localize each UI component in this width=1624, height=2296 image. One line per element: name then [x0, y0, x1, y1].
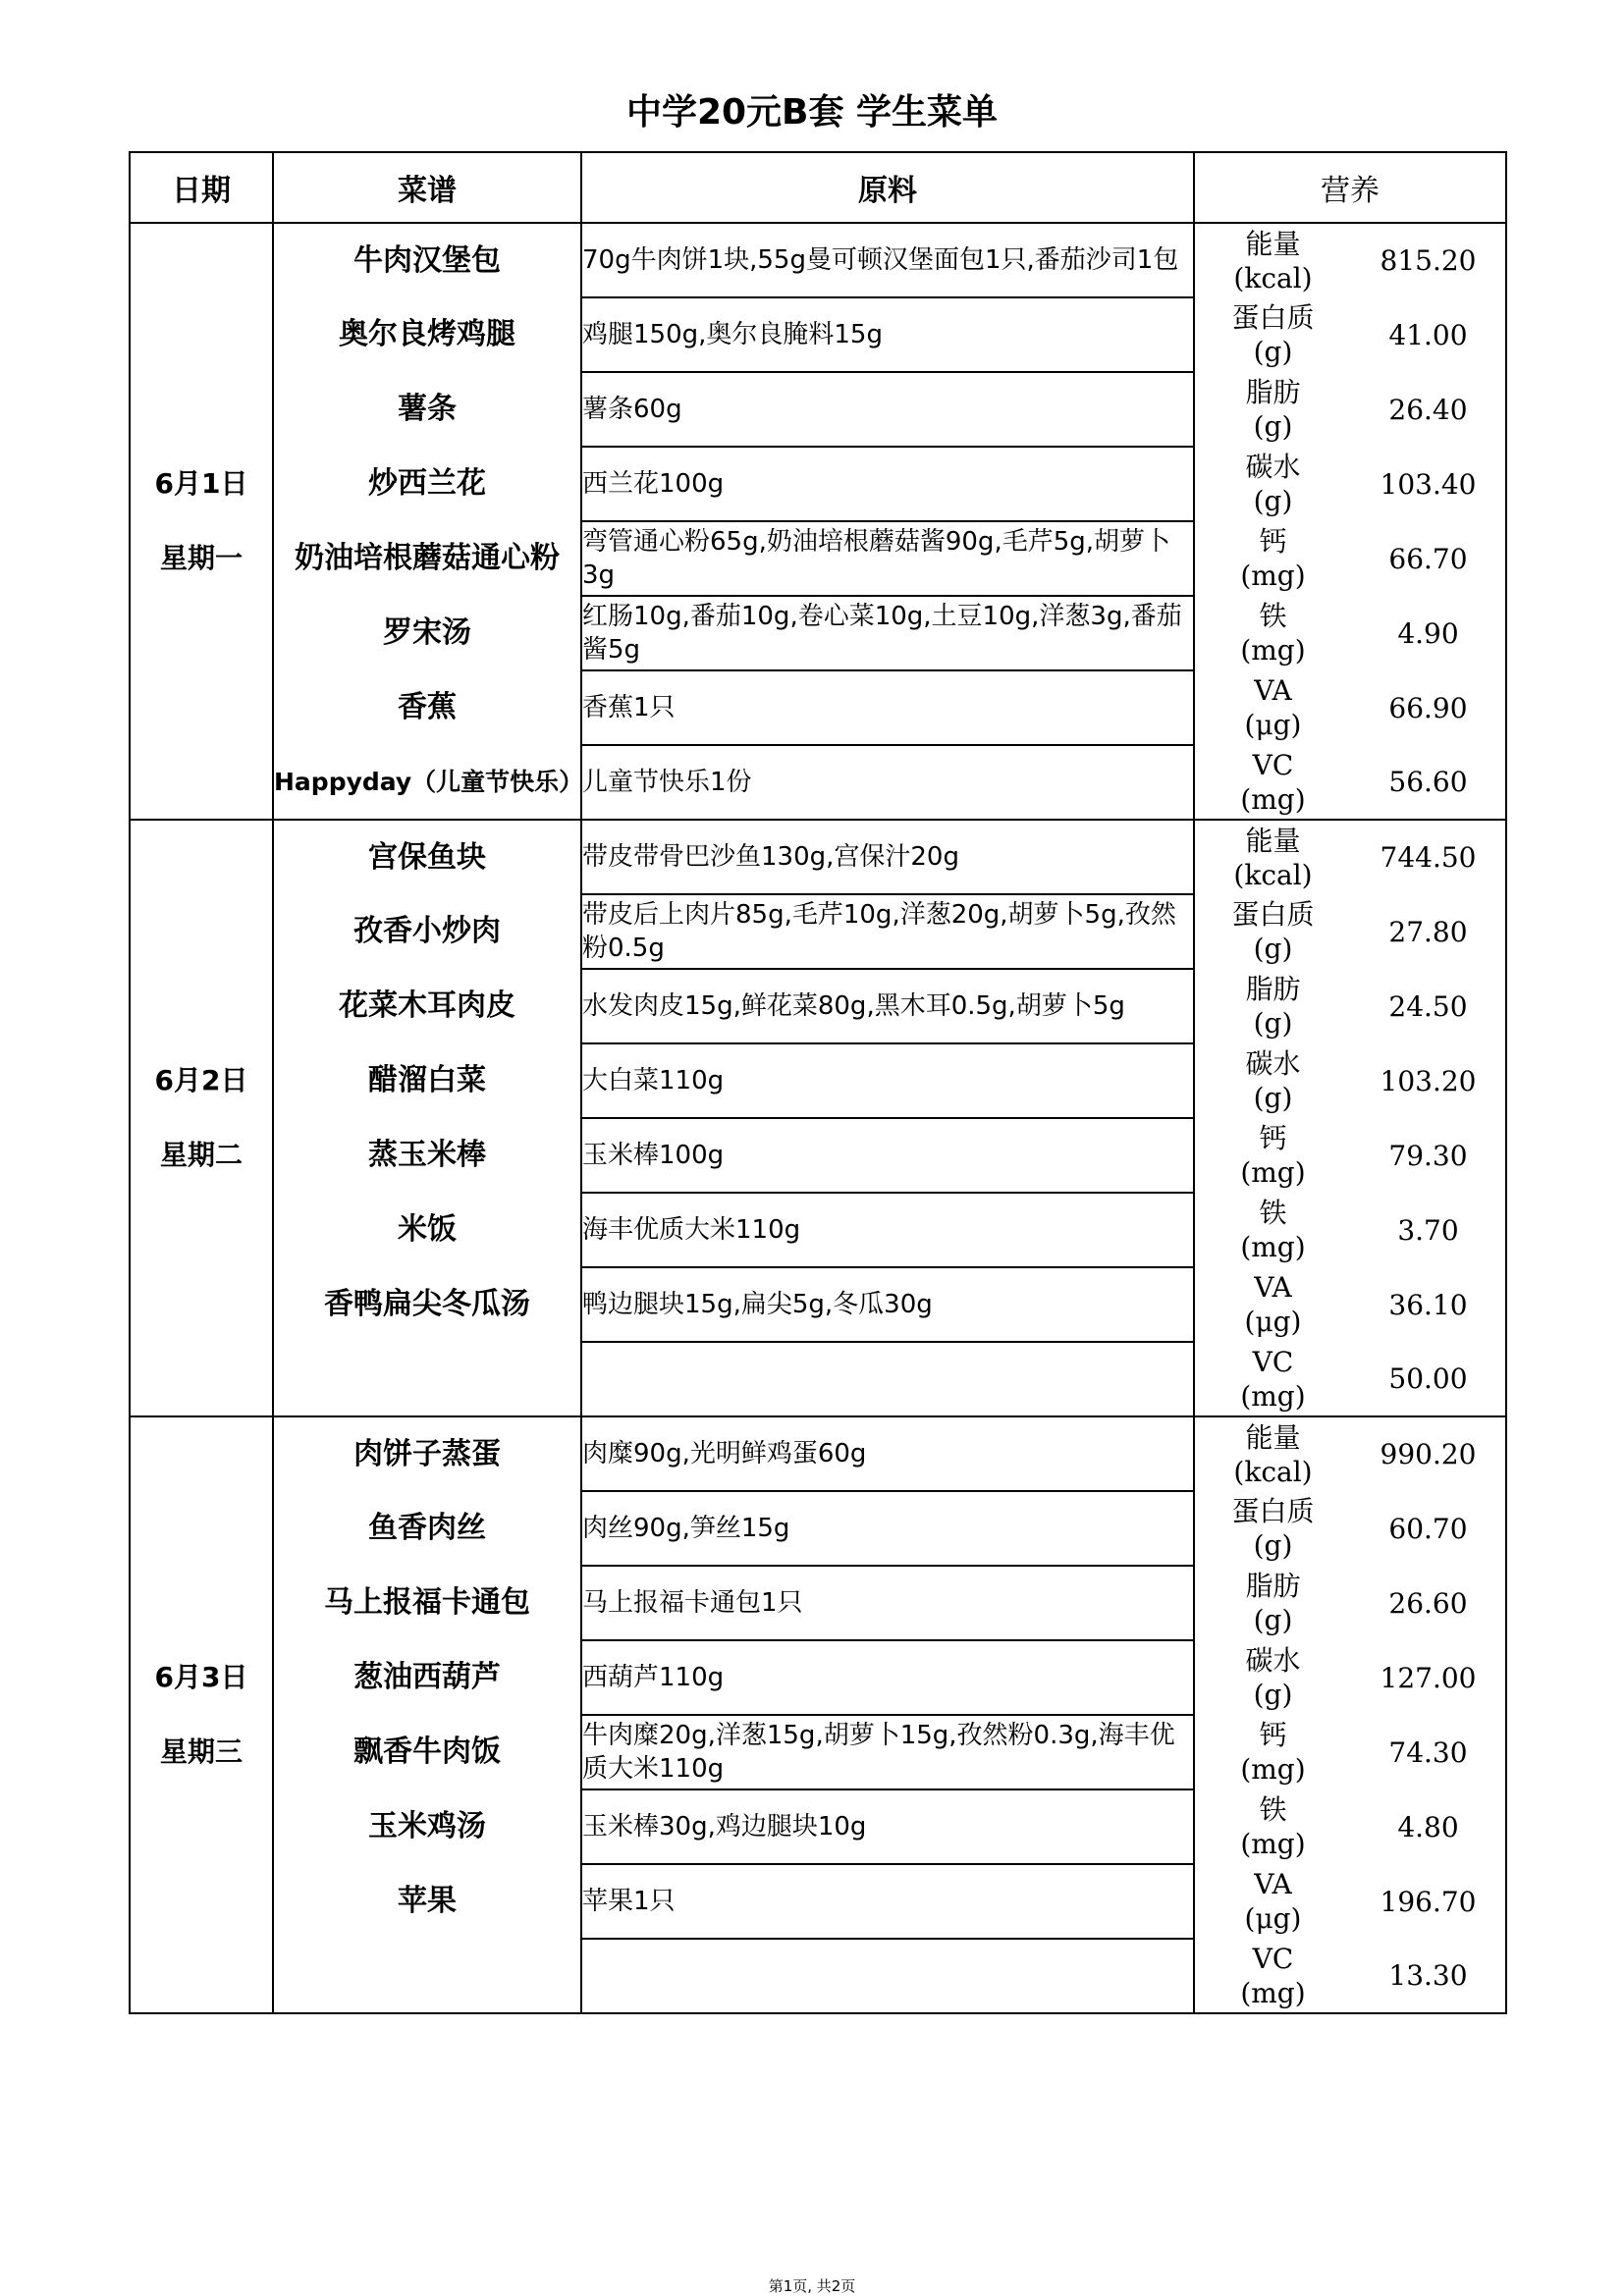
ingredients-cell: 带皮后上肉片85g,毛芹10g,洋葱20g,胡萝卜5g,孜然粉0.5g [581, 894, 1194, 969]
nutrient-label [1194, 1491, 1351, 1566]
weekday-label: 星期三 [159, 1735, 243, 1768]
weekday-label: 星期二 [159, 1139, 243, 1171]
date-cell [130, 223, 273, 820]
table-row [130, 1193, 1506, 1267]
nutrient-unit: (g) [1253, 1082, 1293, 1114]
ingredients-cell: 红肠10g,番茄10g,卷心菜10g,土豆10g,洋葱3g,番茄酱5g [581, 596, 1194, 670]
dish-name: 葱油西葫芦 [273, 1640, 581, 1715]
nutrient-name: VA [1254, 1868, 1292, 1900]
nutrient-value: 103.20 [1351, 1043, 1506, 1118]
nutrient-value: 79.30 [1351, 1118, 1506, 1193]
nutrient-unit: (g) [1253, 410, 1293, 443]
date-label: 6月2日 [154, 1064, 248, 1096]
nutrient-name: 脂肪 [1245, 1570, 1301, 1602]
dish-name: 鱼香肉丝 [273, 1491, 581, 1566]
nutrient-name: 能量 [1245, 1420, 1301, 1454]
ingredients-cell: 弯管通心粉65g,奶油培根蘑菇酱90g,毛芹5g,胡萝卜3g [581, 521, 1194, 596]
dish-name: 醋溜白菜 [273, 1043, 581, 1118]
nutrient-unit: (mg) [1240, 560, 1306, 592]
nutrient-label [1194, 969, 1351, 1043]
header-row [130, 152, 1506, 223]
nutrient-name: 蛋白质 [1231, 1495, 1315, 1527]
table-row [130, 297, 1506, 372]
ingredients-cell: 鸡腿150g,奥尔良腌料15g [581, 297, 1194, 372]
ingredients-cell: 香蕉1只 [581, 670, 1194, 745]
nutrient-value: 66.70 [1351, 521, 1506, 596]
table-row [130, 521, 1506, 596]
menu-table [129, 151, 1507, 2014]
nutrient-unit: (mg) [1240, 1828, 1306, 1860]
nutrient-label [1194, 1416, 1351, 1491]
table-row [130, 820, 1506, 894]
dish-name: 米饭 [273, 1193, 581, 1267]
nutrient-value: 815.20 [1351, 223, 1506, 297]
nutrient-unit: (g) [1253, 1007, 1293, 1040]
dish-name: 蒸玉米棒 [273, 1118, 581, 1193]
nutrient-value: 24.50 [1351, 969, 1506, 1043]
table-row [130, 1789, 1506, 1864]
nutrient-label [1194, 670, 1351, 745]
ingredients-cell: 玉米棒100g [581, 1118, 1194, 1193]
dish-name: 奶油培根蘑菇通心粉 [273, 521, 581, 596]
nutrient-name: 碳水 [1245, 1047, 1301, 1080]
nutrient-label [1194, 521, 1351, 596]
table-row [130, 1939, 1506, 2013]
dish-name: 苹果 [273, 1864, 581, 1939]
nutrient-name: 脂肪 [1245, 376, 1301, 408]
nutrient-name: 钙 [1259, 1122, 1287, 1154]
nutrient-label [1194, 894, 1351, 969]
nutrient-unit: (mg) [1240, 1156, 1306, 1189]
page-footer: 第1页, 共2页 [768, 2277, 856, 2295]
dish-name: 飘香牛肉饭 [273, 1715, 581, 1789]
weekday-label: 星期一 [159, 542, 243, 574]
ingredients-cell: 70g牛肉饼1块,55g曼可顿汉堡面包1只,番茄沙司1包 [581, 223, 1194, 297]
table-row [130, 1715, 1506, 1789]
nutrient-label [1194, 1789, 1351, 1864]
nutrient-name: 钙 [1259, 525, 1287, 558]
nutrient-value: 744.50 [1351, 820, 1506, 894]
nutrient-label [1194, 745, 1351, 820]
nutrient-value: 196.70 [1351, 1864, 1506, 1939]
ingredients-cell: 水发肉皮15g,鲜花菜80g,黑木耳0.5g,胡萝卜5g [581, 969, 1194, 1043]
table-row [130, 1491, 1506, 1566]
nutrient-unit: (μg) [1244, 1306, 1302, 1338]
dish-name [273, 1342, 581, 1416]
table-row [130, 670, 1506, 745]
table-row [130, 447, 1506, 521]
nutrient-name: 碳水 [1245, 451, 1301, 483]
dish-name: 花菜木耳肉皮 [273, 969, 581, 1043]
nutrient-label [1194, 1267, 1351, 1342]
table-row [130, 1267, 1506, 1342]
nutrient-label [1194, 1043, 1351, 1118]
dish-name [273, 1939, 581, 2013]
date-label: 6月3日 [154, 1661, 248, 1693]
nutrient-value: 990.20 [1351, 1416, 1506, 1491]
table-row [130, 969, 1506, 1043]
nutrient-label [1194, 596, 1351, 670]
nutrient-unit: (mg) [1240, 1379, 1306, 1413]
table-row [130, 1118, 1506, 1193]
dish-name: 孜香小炒肉 [273, 894, 581, 969]
nutrient-unit: (kcal) [1233, 261, 1313, 294]
nutrient-unit: (g) [1253, 1679, 1293, 1711]
ingredients-cell: 牛肉糜20g,洋葱15g,胡萝卜15g,孜然粉0.3g,海丰优质大米110g [581, 1715, 1194, 1789]
nutrient-label [1194, 223, 1351, 297]
nutrient-label [1194, 297, 1351, 372]
dish-name: 玉米鸡汤 [273, 1789, 581, 1864]
dish-name: 香蕉 [273, 670, 581, 745]
nutrient-value: 127.00 [1351, 1640, 1506, 1715]
ingredients-cell: 大白菜110g [581, 1043, 1194, 1118]
nutrient-value: 4.80 [1351, 1789, 1506, 1864]
nutrient-unit: (mg) [1240, 782, 1306, 816]
dish-name: 薯条 [273, 372, 581, 447]
ingredients-cell: 肉丝90g,笋丝15g [581, 1491, 1194, 1566]
header-dish: 菜谱 [273, 152, 581, 223]
nutrient-value: 66.90 [1351, 670, 1506, 745]
nutrient-name: VC [1252, 1942, 1294, 1975]
ingredients-cell: 西兰花100g [581, 447, 1194, 521]
dish-name: Happyday（儿童节快乐） [273, 745, 581, 820]
ingredients-cell [581, 1939, 1194, 2013]
nutrient-label [1194, 1939, 1351, 2013]
nutrient-label [1194, 1342, 1351, 1416]
dish-name: 马上报福卡通包 [273, 1566, 581, 1640]
table-row [130, 1864, 1506, 1939]
nutrient-name: 蛋白质 [1231, 898, 1315, 931]
table-row [130, 372, 1506, 447]
ingredients-cell: 薯条60g [581, 372, 1194, 447]
dish-name: 炒西兰花 [273, 447, 581, 521]
nutrient-unit: (mg) [1240, 634, 1306, 667]
date-cell [130, 1416, 273, 2013]
table-row [130, 745, 1506, 820]
table-row [130, 1566, 1506, 1640]
nutrient-name: 钙 [1259, 1719, 1287, 1751]
table-row [130, 223, 1506, 297]
ingredients-cell: 马上报福卡通包1只 [581, 1566, 1194, 1640]
page-title: 中学20元B套 学生菜单 [625, 92, 999, 133]
nutrient-name: VC [1252, 748, 1294, 781]
ingredients-cell: 苹果1只 [581, 1864, 1194, 1939]
nutrient-name: 能量 [1245, 227, 1301, 260]
nutrient-value: 13.30 [1351, 1939, 1506, 2013]
nutrient-value: 36.10 [1351, 1267, 1506, 1342]
nutrient-name: VA [1254, 1271, 1292, 1304]
nutrient-value: 41.00 [1351, 297, 1506, 372]
nutrient-label [1194, 820, 1351, 894]
nutrient-unit: (kcal) [1233, 858, 1313, 891]
date-cell [130, 820, 273, 1416]
nutrient-name: 铁 [1259, 1793, 1287, 1826]
nutrient-value: 26.60 [1351, 1566, 1506, 1640]
ingredients-cell [581, 1342, 1194, 1416]
nutrient-unit: (g) [1253, 485, 1293, 517]
nutrient-name: VC [1252, 1345, 1294, 1378]
nutrient-unit: (kcal) [1233, 1455, 1313, 1488]
nutrient-unit: (mg) [1240, 1976, 1306, 2009]
nutrient-name: 铁 [1259, 1197, 1287, 1229]
ingredients-cell: 儿童节快乐1份 [581, 745, 1194, 820]
nutrient-unit: (g) [1253, 933, 1293, 965]
nutrient-label [1194, 1193, 1351, 1267]
ingredients-cell: 鸭边腿块15g,扁尖5g,冬瓜30g [581, 1267, 1194, 1342]
nutrient-label [1194, 1864, 1351, 1939]
dish-name: 宫保鱼块 [273, 820, 581, 894]
date-label: 6月1日 [154, 467, 248, 500]
dish-name: 牛肉汉堡包 [273, 223, 581, 297]
table-row [130, 1342, 1506, 1416]
ingredients-cell: 海丰优质大米110g [581, 1193, 1194, 1267]
nutrient-value: 60.70 [1351, 1491, 1506, 1566]
nutrient-label [1194, 447, 1351, 521]
nutrient-value: 50.00 [1351, 1342, 1506, 1416]
nutrient-value: 4.90 [1351, 596, 1506, 670]
nutrient-name: VA [1254, 674, 1292, 707]
nutrient-label [1194, 1640, 1351, 1715]
table-row [130, 1640, 1506, 1715]
dish-name: 罗宋汤 [273, 596, 581, 670]
nutrient-value: 26.40 [1351, 372, 1506, 447]
nutrient-unit: (mg) [1240, 1231, 1306, 1263]
nutrient-unit: (g) [1253, 1604, 1293, 1636]
nutrient-value: 3.70 [1351, 1193, 1506, 1267]
nutrient-name: 碳水 [1245, 1644, 1301, 1677]
nutrient-value: 27.80 [1351, 894, 1506, 969]
nutrient-value: 56.60 [1351, 745, 1506, 820]
ingredients-cell: 带皮带骨巴沙鱼130g,宫保汁20g [581, 820, 1194, 894]
ingredients-cell: 西葫芦110g [581, 1640, 1194, 1715]
nutrient-unit: (μg) [1244, 1902, 1302, 1935]
table-row [130, 1416, 1506, 1491]
dish-name: 奥尔良烤鸡腿 [273, 297, 581, 372]
dish-name: 肉饼子蒸蛋 [273, 1416, 581, 1491]
header-nutrition: 营养 [1194, 152, 1506, 223]
table-row [130, 596, 1506, 670]
nutrient-unit: (g) [1253, 1529, 1293, 1562]
table-row [130, 894, 1506, 969]
nutrient-value: 74.30 [1351, 1715, 1506, 1789]
ingredients-cell: 玉米棒30g,鸡边腿块10g [581, 1789, 1194, 1864]
header-date: 日期 [130, 152, 273, 223]
nutrient-label [1194, 1118, 1351, 1193]
ingredients-cell: 肉糜90g,光明鲜鸡蛋60g [581, 1416, 1194, 1491]
nutrient-name: 能量 [1245, 824, 1301, 857]
nutrient-unit: (g) [1253, 336, 1293, 368]
nutrient-label [1194, 372, 1351, 447]
nutrient-unit: (mg) [1240, 1753, 1306, 1786]
nutrient-name: 脂肪 [1245, 973, 1301, 1005]
nutrient-name: 蛋白质 [1231, 301, 1315, 334]
table-row [130, 1043, 1506, 1118]
nutrient-value: 103.40 [1351, 447, 1506, 521]
nutrient-name: 铁 [1259, 600, 1287, 632]
nutrient-label [1194, 1715, 1351, 1789]
header-ingredients: 原料 [581, 152, 1194, 223]
dish-name: 香鸭扁尖冬瓜汤 [273, 1267, 581, 1342]
nutrient-unit: (μg) [1244, 709, 1302, 741]
nutrient-label [1194, 1566, 1351, 1640]
